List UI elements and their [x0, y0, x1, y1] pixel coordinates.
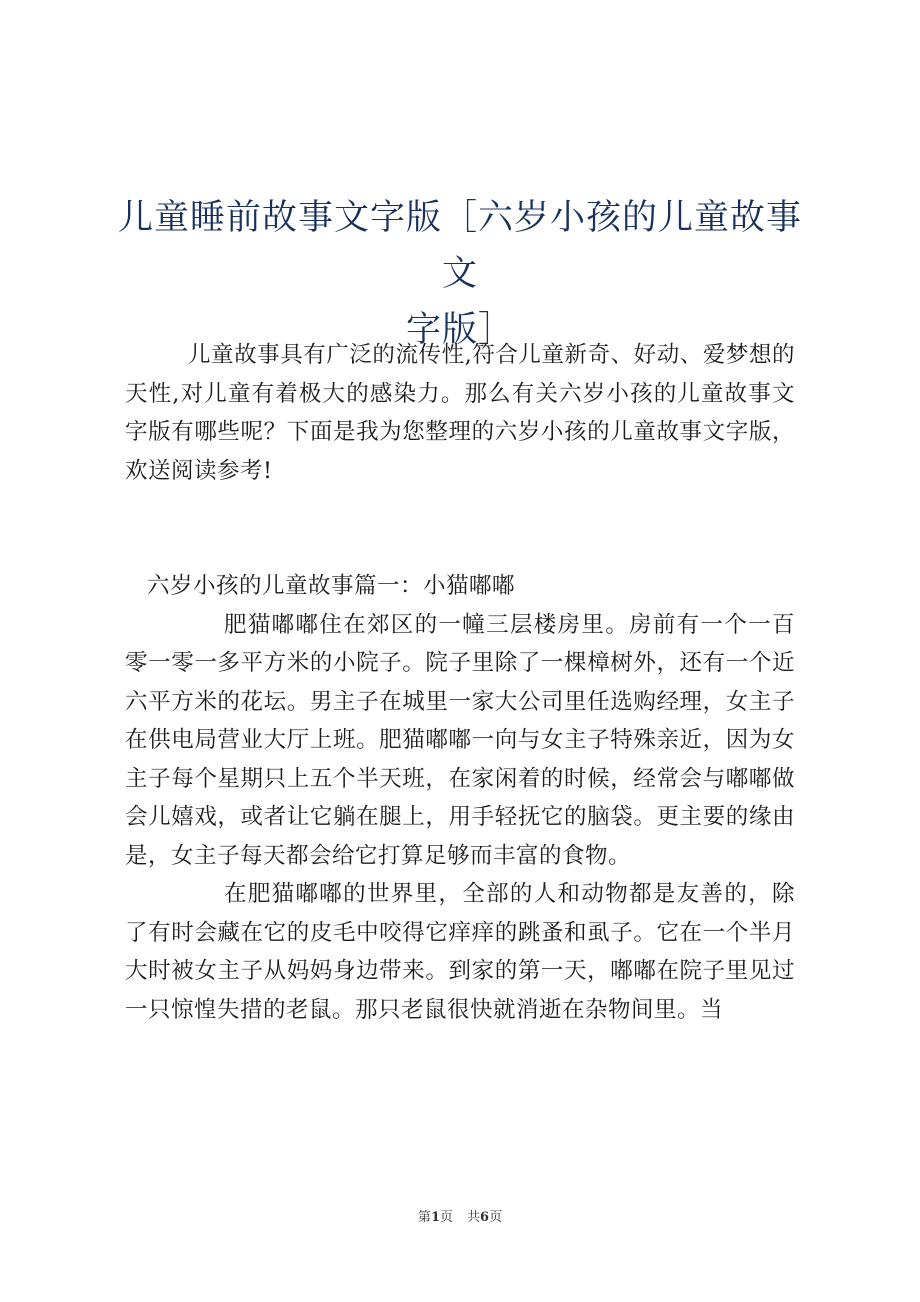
page-prefix: 第	[417, 1210, 431, 1225]
paragraph-spacer	[125, 490, 795, 567]
story-paragraph-2: 在肥猫嘟嘟的世界里，全部的人和动物都是友善的，除了有时会藏在它的皮毛中咬得它痒痒的跳蚤和虱子。它在一个半月大时被女主子从妈妈身边带来。到家的第一天，嘟嘟在院子里见过一只惊惶失措的老鼠。那只老鼠很快就消逝在杂物间里。当	[125, 881, 795, 1023]
title-line-2: 字版］	[405, 310, 514, 350]
total-suffix: 页	[489, 1210, 503, 1225]
section-heading: 六岁小孩的儿童故事篇一：小猫嘟嘟	[147, 573, 516, 599]
current-page-number: 1	[430, 1210, 440, 1225]
story-paragraph-1: 肥猫嘟嘟住在郊区的一幢三层楼房里。房前有一个一百零一零一多平方米的小院子。院子里除了一棵樟树外，还有一个近六平方米的花坛。男主子在城里一家大公司里任选购经理，女主子在供电局营业大厅上班。肥猫嘟嘟一向与女主子特殊亲近，因为女主子每个星期只上五个半天班，在家闲着的时候，经常会与嘟嘟做会儿嬉戏，或者让它躺在腿上，用手轻抚它的脑袋。更主要的缘由是，女主子每天都会给它打算足够而丰富的食物。	[125, 611, 795, 869]
page-footer	[0, 1206, 920, 1225]
page-suffix: 页	[439, 1210, 453, 1225]
intro-paragraph: 儿童故事具有广泛的流传性,符合儿童新奇、好动、爱梦想的天性,对儿童有着极大的感染力。那么有关六岁小孩的儿童故事文字版有哪些呢？下面是我为您整理的六岁小孩的儿童故事文字版，欢送阅读参考!	[125, 342, 795, 484]
total-prefix: 共	[467, 1210, 481, 1225]
document-title	[110, 190, 810, 358]
total-page-number: 6	[480, 1210, 490, 1225]
document-body	[125, 336, 795, 1029]
title-line-1: 儿童睡前故事文字版［六岁小孩的儿童故事文	[117, 198, 802, 294]
